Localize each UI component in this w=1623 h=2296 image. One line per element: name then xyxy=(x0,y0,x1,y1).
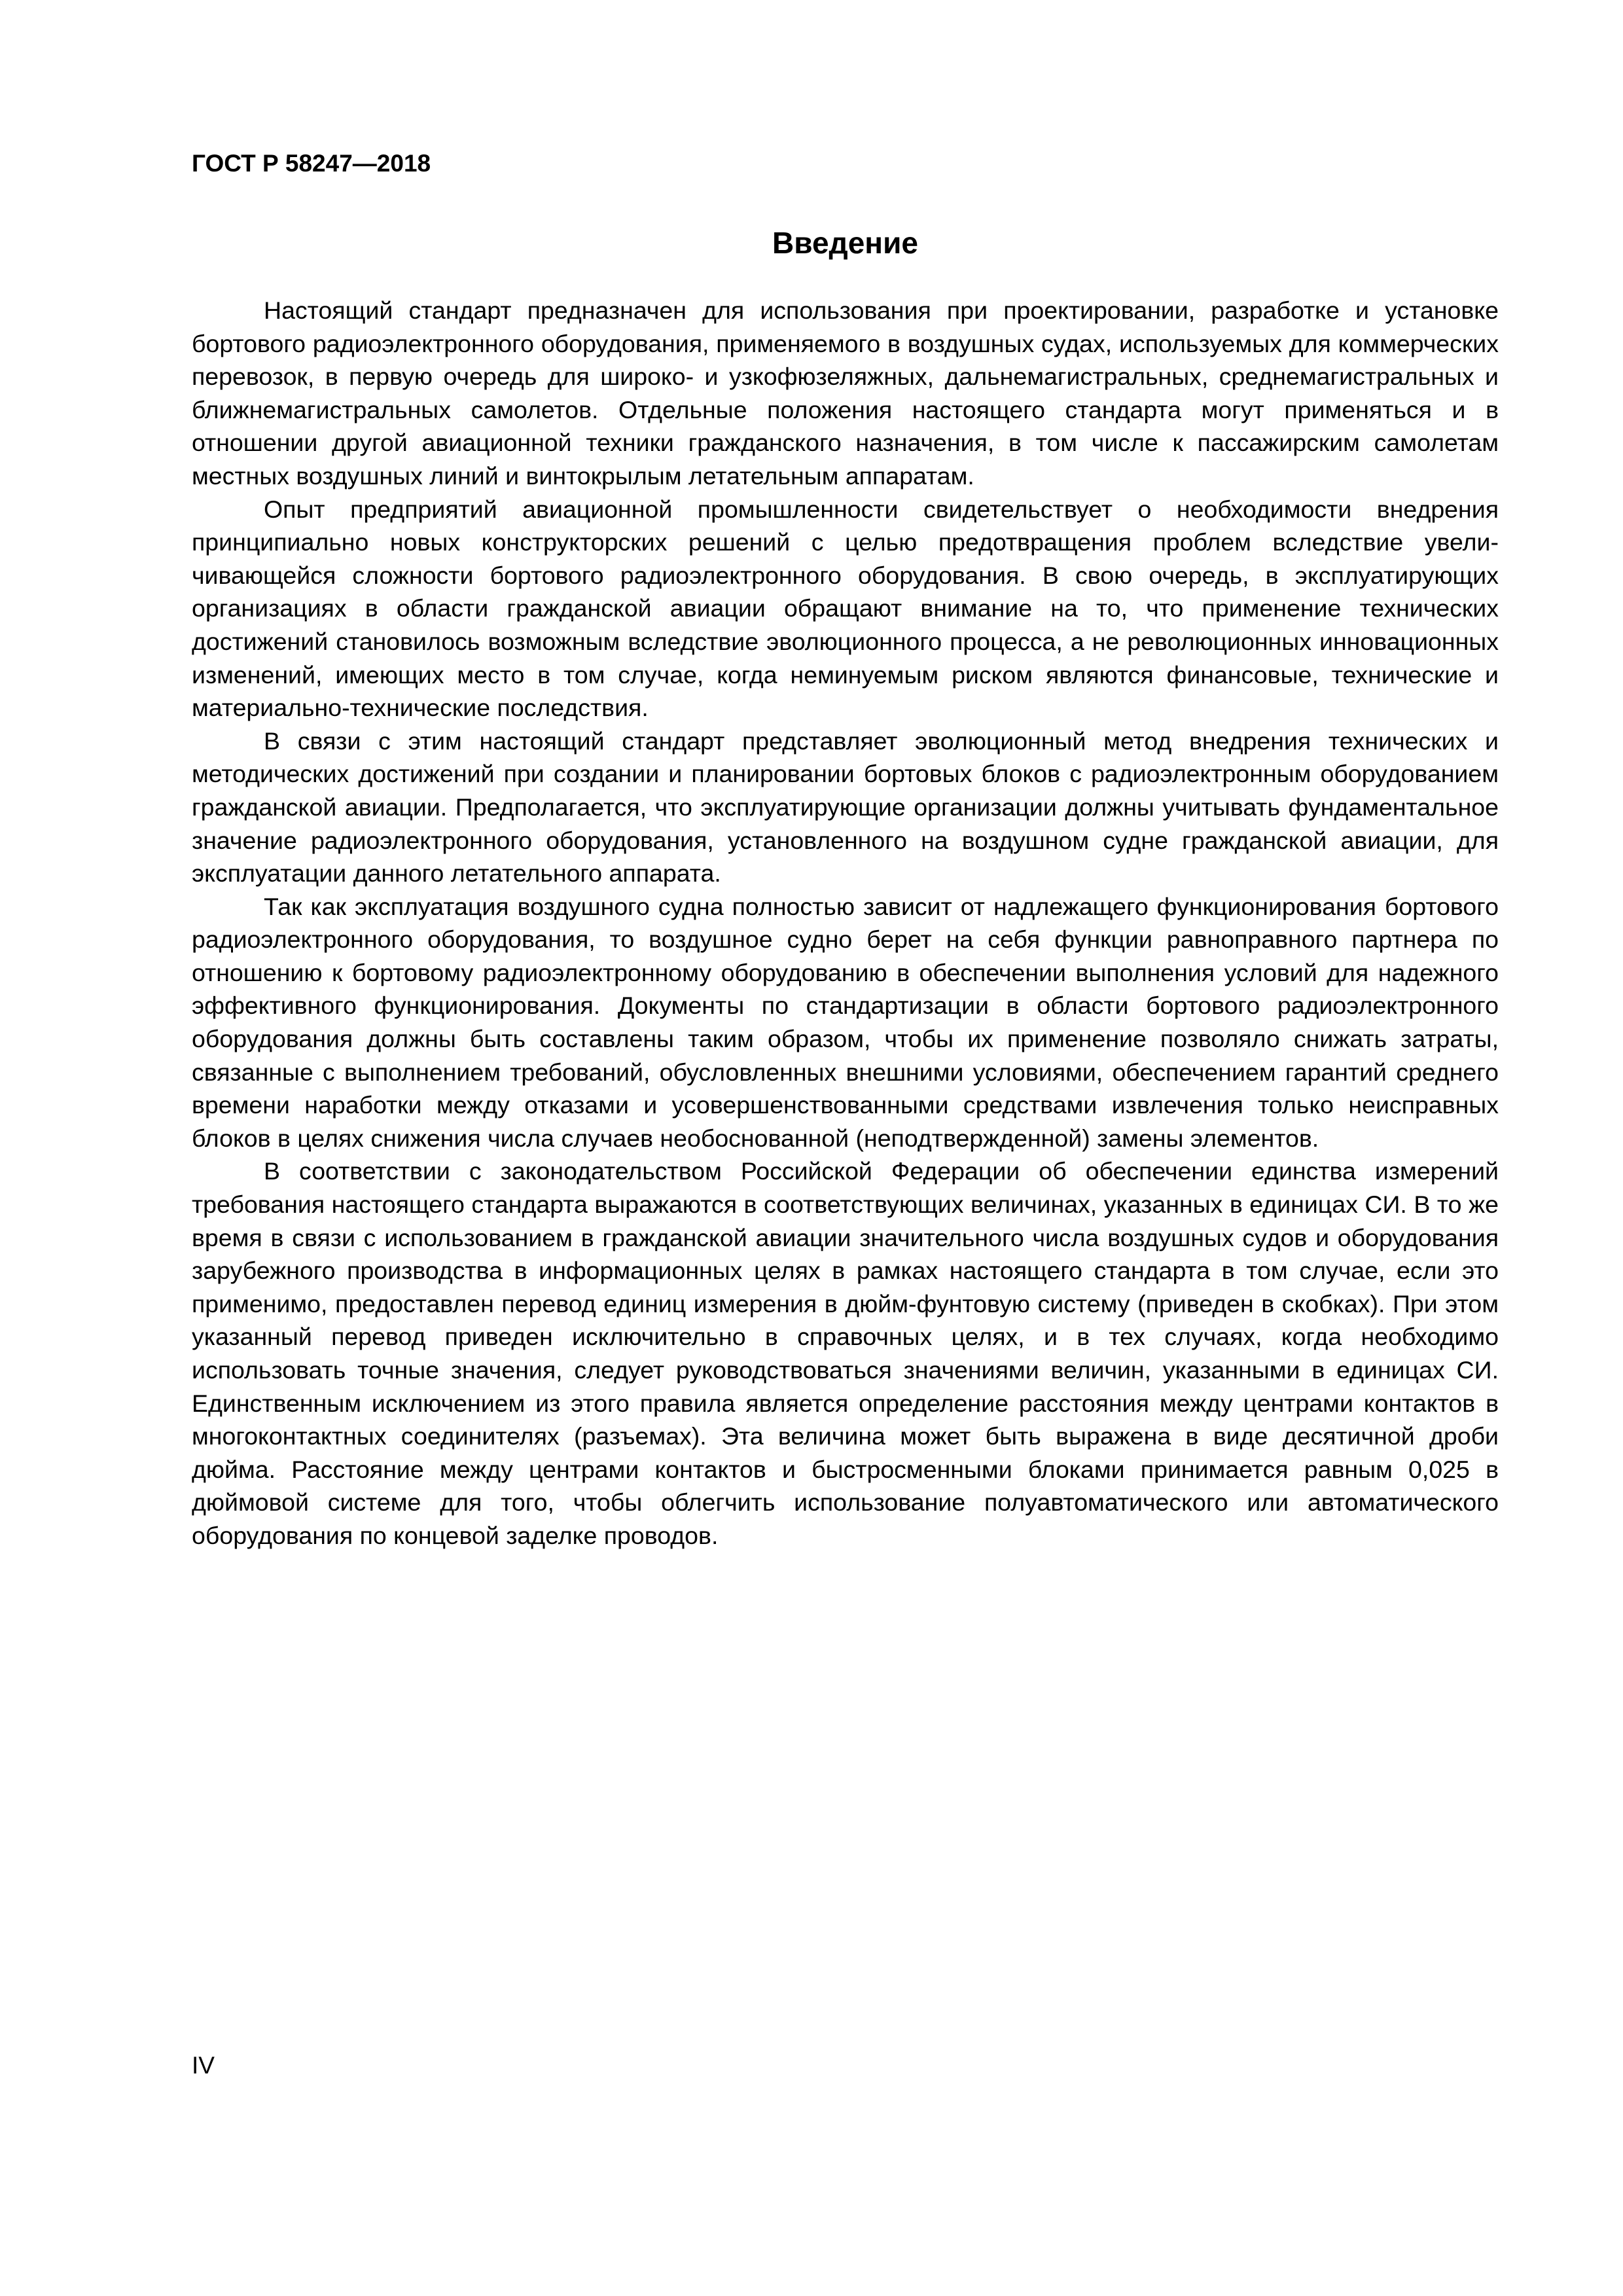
paragraph: Опыт предприятий авиационной промышленности свидетельствует о необходимости внедрения принципиально новых конструкторских решений с целью предотвращения проблем вследствие увеличивающейся сложности бортового радиоэлектронного оборудования. В свою очередь, в эксплуатирующих организациях в области гражданской авиации обращают внимание на то, что применение технических достижений становилось возможным вследствие эволюционного процесса, а не революционных инновационных изменений, имеющих место в том случае, когда неминуемым риском являются финансовые, технические и материально-технические последствия. xyxy=(192,495,1499,722)
paragraph: В связи с этим настоящий стандарт представляет эволюционный метод внедрения технических и методических достижений при создании и планировании бортовых блоков с радиоэлектронным оборудованием гражданской авиации. Предполагается, что эксплуатирующие организации должны учитывать фундаментальное значение радиоэлектронного оборудования, установленного на воздушном судне гражданской авиации, для эксплуатации данного летательного аппарата. xyxy=(192,726,1499,888)
paragraph: В соответствии с законодательством Российской Федерации об обеспечении единства измерений требования настоящего стандарта выражаются в соответствующих величинах, указанных в единицах СИ. В то же время в связи с использованием в гражданской авиации значительного числа воздушных судов и оборудования зарубежного производства в информационных целях в рамках настоящего стандарта в том случае, если это применимо, предоставлен перевод единиц измерения в дюйм-фунтовую систему (приведен в скобках). При этом указанный перевод приведен исключительно в справочных целях, и в тех случаях, когда необходимо использовать точные значения, следует руководствоваться значениями величин, указанными в единицах СИ. Единственным исключением из этого правила является определение расстояния между центрами контактов в многоконтактных соединителях (разъемах). Эта величина может быть выражена в виде десятичной дроби дюйма. Расстояние между центрами контактов и быстросменными блоками принимается равным 0,025 в дюймовой системе для того, чтобы облегчить использование полуавтоматического или автоматического оборудования по концевой заделке проводов. xyxy=(192,1157,1499,1549)
paragraph: Так как эксплуатация воздушного судна полностью зависит от надлежащего функционирования бортового радиоэлектронного оборудования, то воздушное судно берет на себя функции равноправного партнера по отношению к бортовому радиоэлектронному оборудованию в обеспечении выполнения условий для надежного эффективного функционирования. Документы по стандартизации в области бортового радиоэлектронного оборудования должны быть составлены таким образом, чтобы их применение позволяло снижать затраты, связанные с выполнением требований, обусловленных внешними условиями, обеспечением гарантий среднего времени наработки между отказами и усовершенствованными средствами извлечения только неисправных блоков в целях снижения числа случаев необоснованной (неподтвержденной) замены элементов. xyxy=(192,892,1499,1152)
document-header: ГОСТ Р 58247—2018 xyxy=(192,150,431,177)
section-title: Введение xyxy=(772,226,918,260)
page-number: IV xyxy=(192,2052,215,2079)
section-body xyxy=(192,294,1499,1552)
paragraph: Настоящий стандарт предназначен для использования при проектировании, разработке и установке бортового радиоэлектронного оборудования, применяемого в воздушных судах, используемых для коммерческих перевозок, в первую очередь для широко- и узкофюзеляжных, дальнемагистральных, среднемагистральных и ближнемагистральных самолетов. Отдельные положения настоящего стандарта могут применяться и в отношении другой авиационной техники гражданского назначения, в том числе к пассажирским самолетам местных воздушных линий и винтокрылым летательным аппаратам. xyxy=(192,296,1499,490)
